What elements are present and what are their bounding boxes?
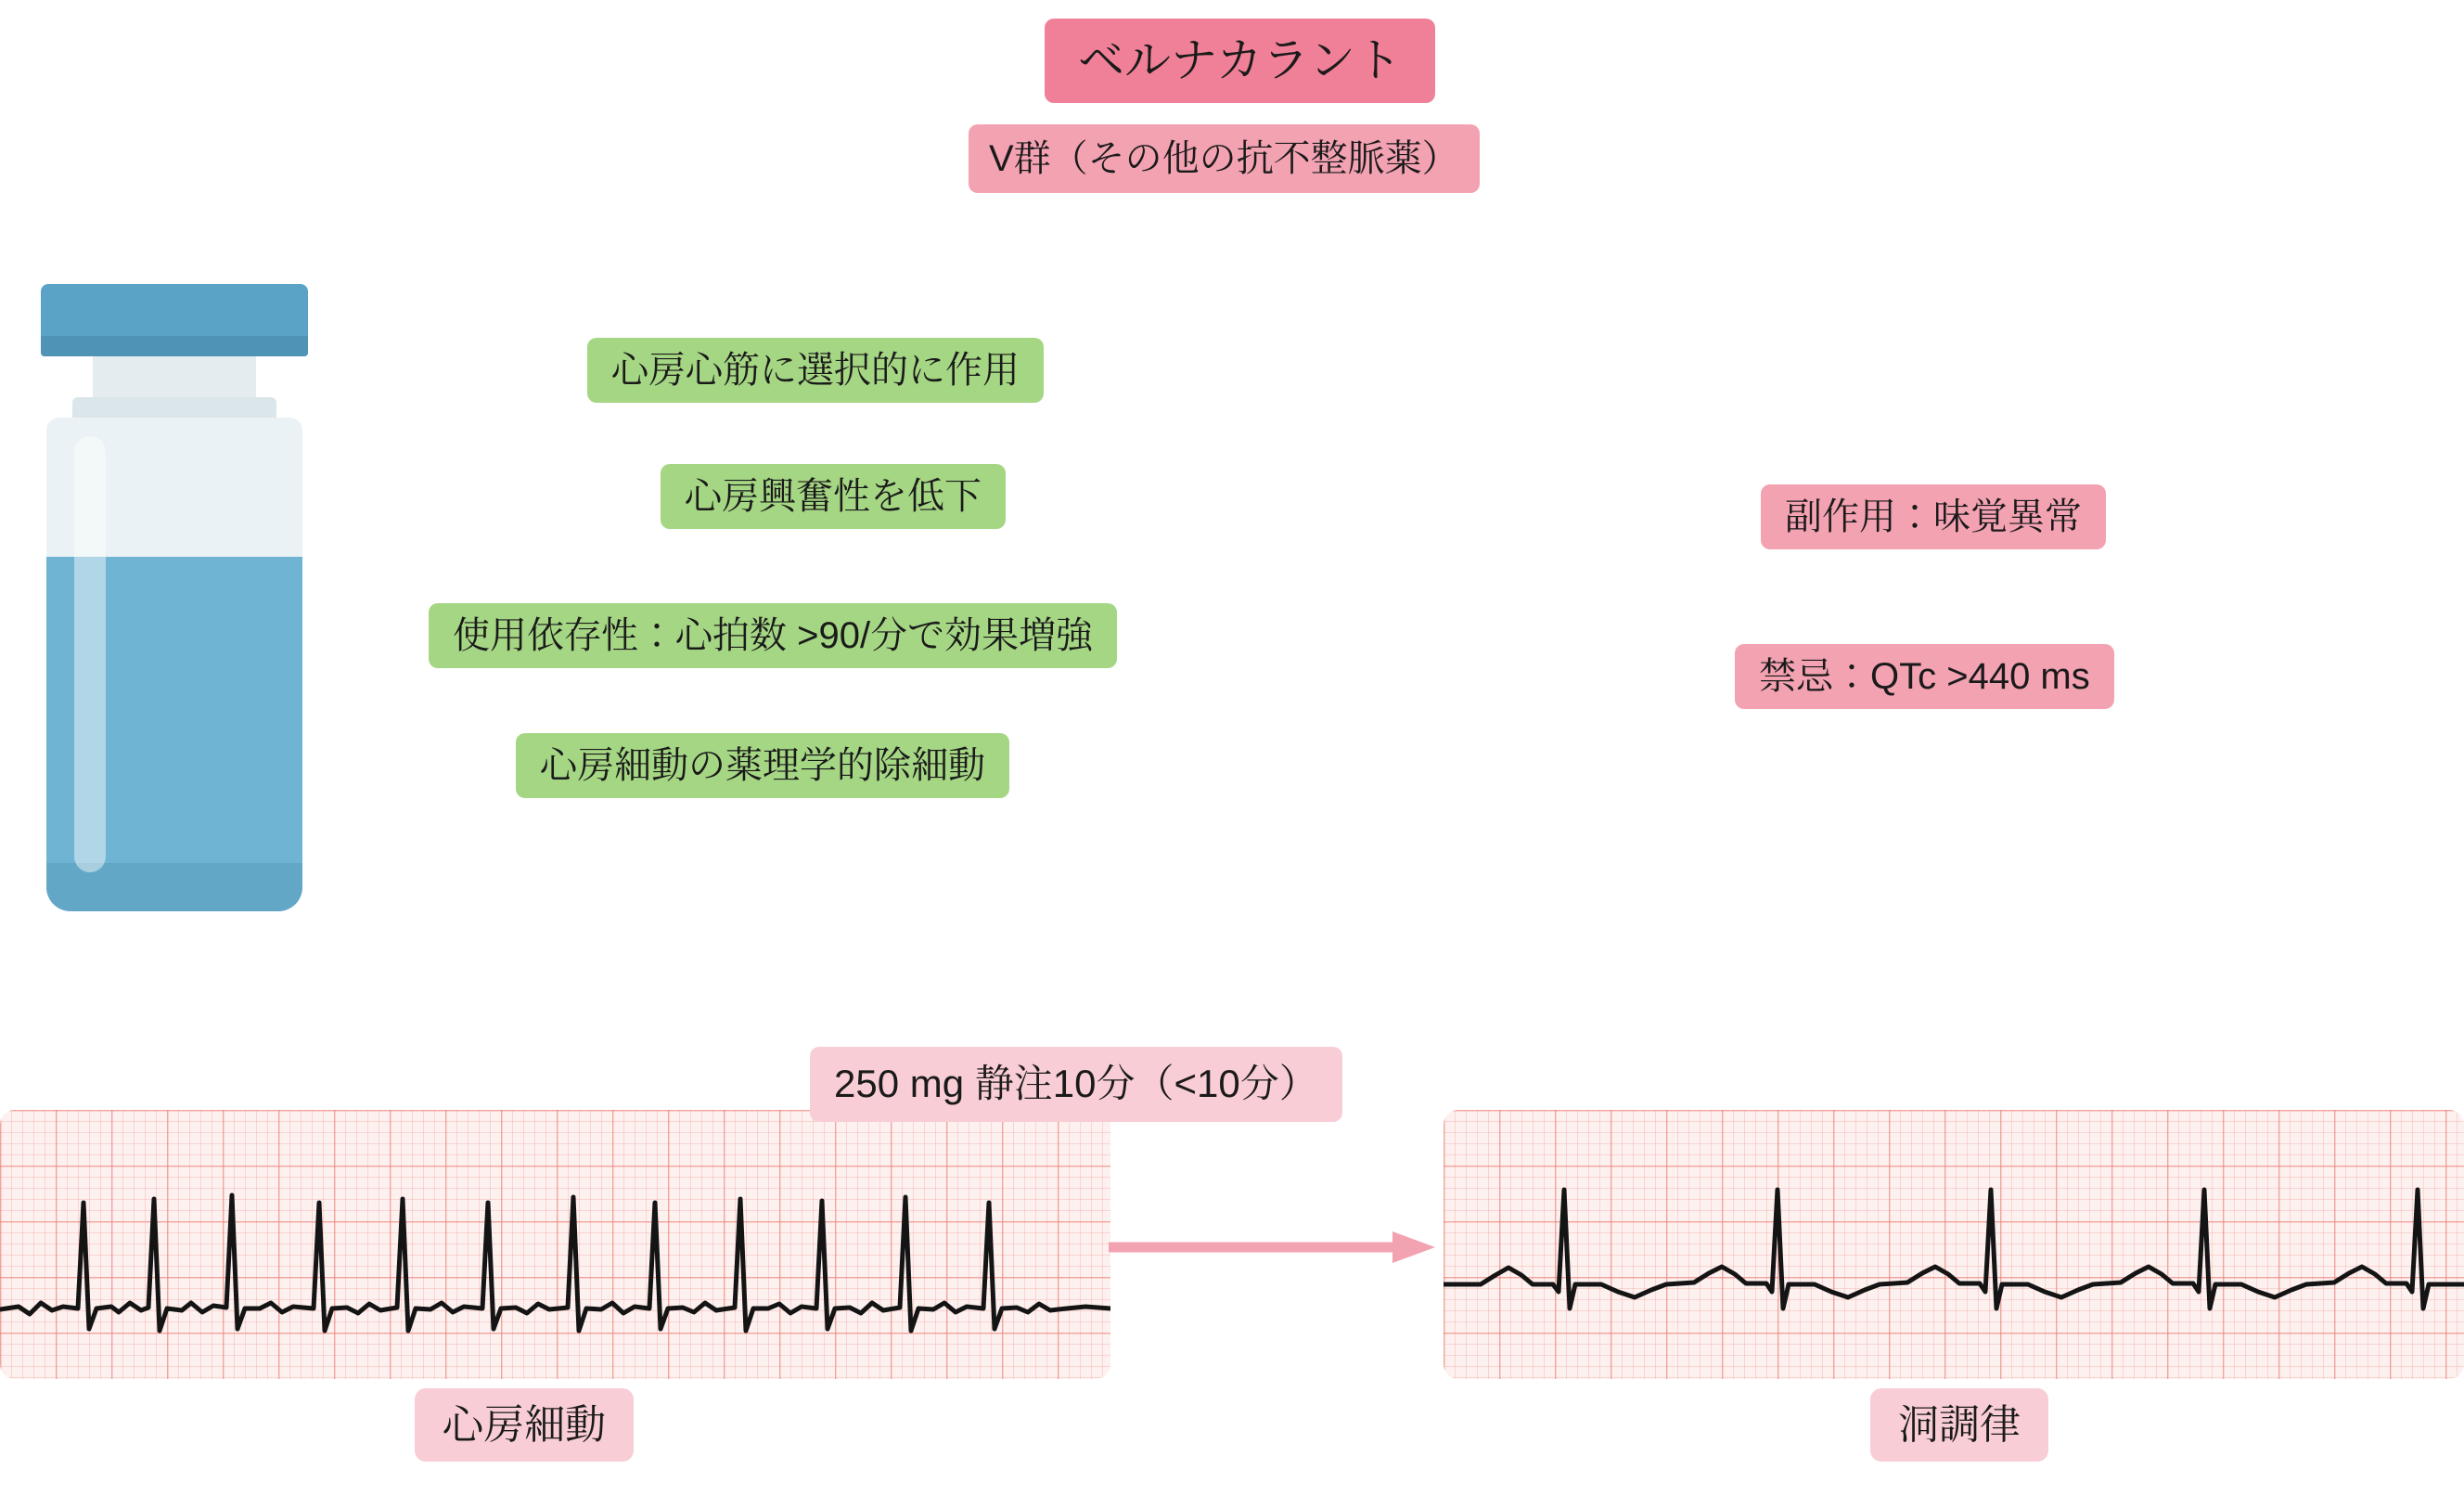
effect-chip-use-dependence: 使用依存性：心拍数 >90/分で効果増強 [429, 603, 1117, 668]
warning-chip-contraindication: 禁忌：QTc >440 ms [1735, 644, 2114, 709]
vial-highlight [74, 436, 106, 872]
vial-cap-shade [41, 336, 308, 356]
transition-right-arrow-icon [1109, 1227, 1443, 1268]
drug-name-title: ベルナカラント [1045, 19, 1435, 103]
ecg-strip-sinus-rhythm [1444, 1110, 2464, 1379]
ecg-trace-af [0, 1110, 1110, 1379]
dose-regimen-chip: 250 mg 静注10分（<10分） [810, 1047, 1342, 1122]
effect-chip-pharmacologic-cardioversion: 心房細動の薬理学的除細動 [516, 733, 1009, 798]
effect-chip-reduced-excitability: 心房興奮性を低下 [661, 464, 1006, 529]
vial-body [46, 418, 302, 911]
rhythm-label-after: 洞調律 [1870, 1388, 2048, 1462]
warning-chip-adverse-effect: 副作用：味覚異常 [1761, 484, 2106, 549]
ecg-trace-sinus [1444, 1110, 2464, 1379]
rhythm-label-before: 心房細動 [415, 1388, 634, 1462]
drug-vial-illustration [35, 278, 314, 919]
effect-chip-selective-atrial: 心房心筋に選択的に作用 [587, 338, 1044, 403]
ecg-strip-atrial-fibrillation [0, 1110, 1110, 1379]
drug-class-subtitle: V群（その他の抗不整脈薬） [969, 124, 1480, 193]
